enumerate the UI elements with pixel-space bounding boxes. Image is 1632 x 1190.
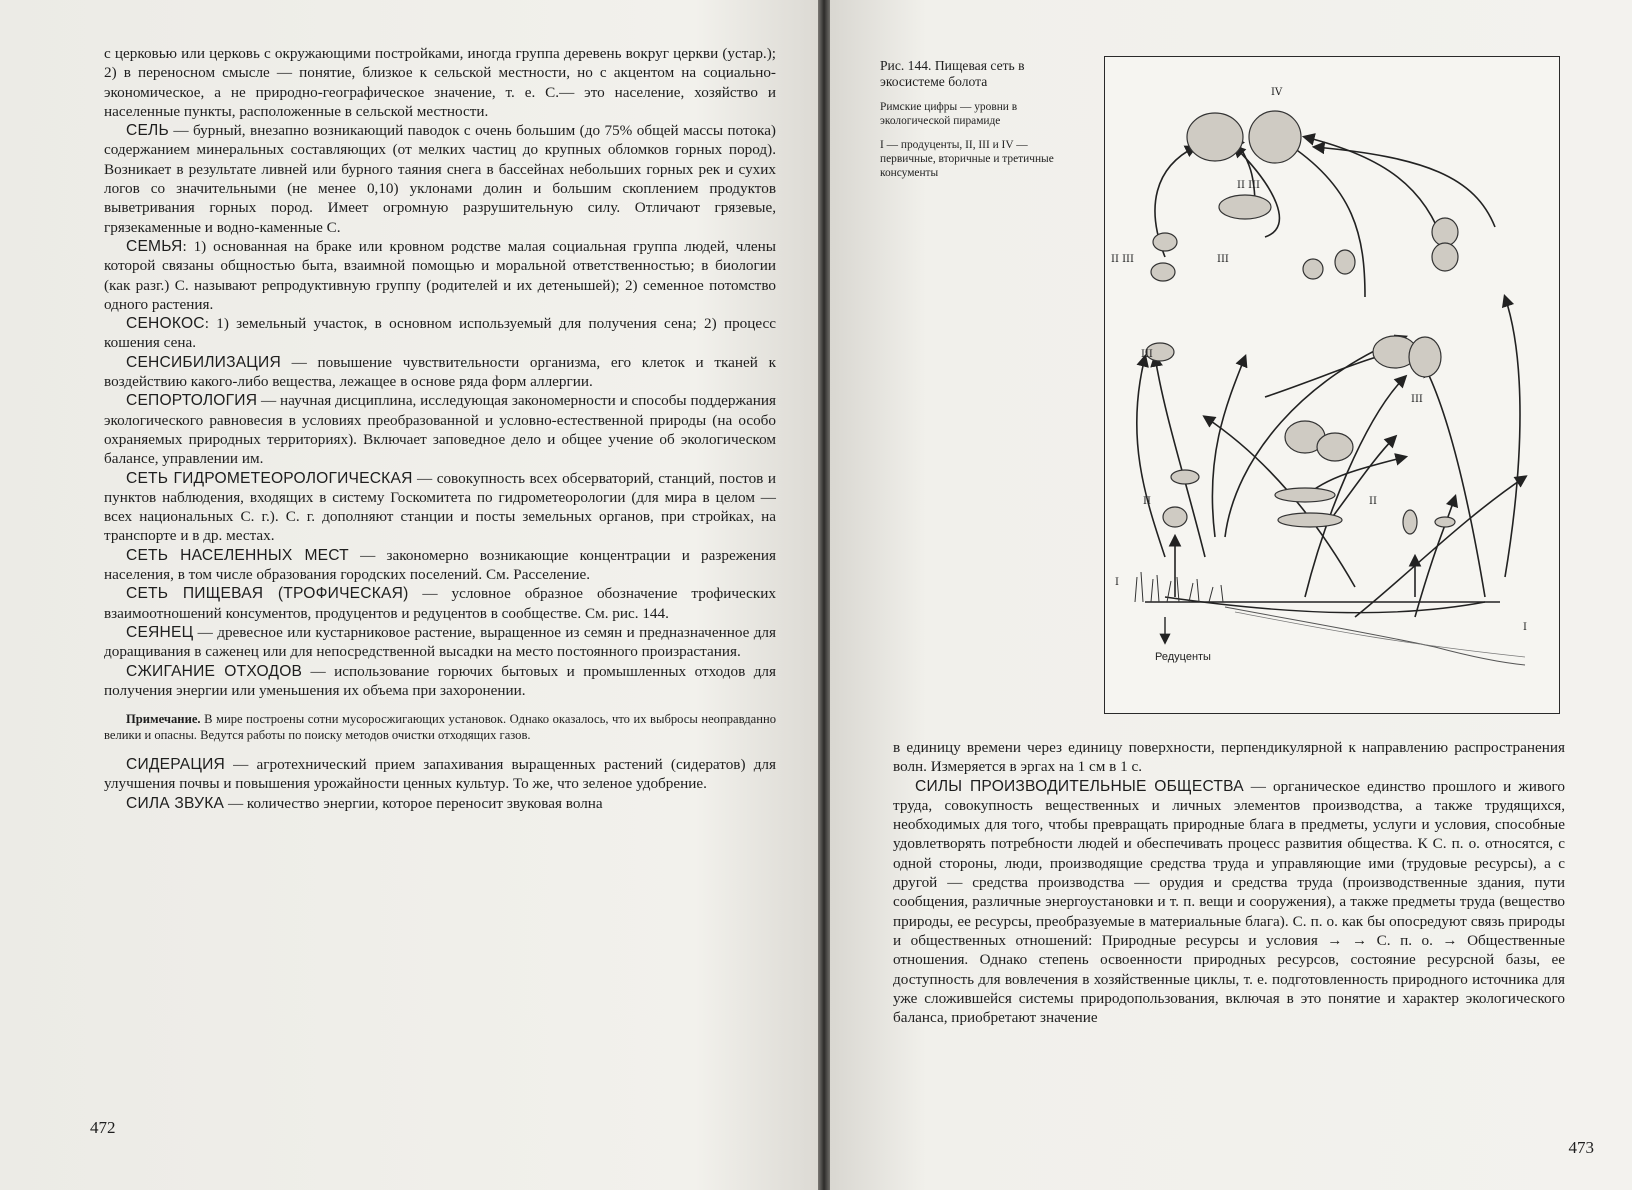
level-label: II [1369, 496, 1377, 507]
level-label: II III [1237, 180, 1260, 191]
level-label: III [1217, 254, 1229, 265]
entry-text: — повышение чувствительности организма, его клеток и тканей к воздействию какого-либо вещества, лежащее в основе ряда форм аллергии. [104, 353, 776, 391]
dictionary-entry [104, 755, 776, 794]
page-number: 472 [90, 1118, 116, 1137]
insect-icon [1171, 470, 1199, 484]
entry-text: — количество энергии, которое переносит звуковая волна [224, 794, 603, 812]
level-label: II [1143, 496, 1151, 507]
level-label: IV [1271, 87, 1283, 98]
level-label: III [1411, 394, 1423, 405]
paragraph-text: с церковью или церковь с окружающими постройками, иногда группа деревень вокруг церкви (устар.); 2) в переносном смысле — понятие, близкое к сельской местности, но с акцентом на социально-экономическое, а не природно-географическое значение, т. е. С.— это население, хозяйство и населенные пункты, расположенные в сельской местности. [104, 45, 776, 120]
dictionary-entry [104, 469, 776, 546]
note [104, 712, 776, 743]
left-text-column [104, 44, 776, 813]
entry-term: СЕМЬЯ [126, 237, 183, 255]
paragraph [104, 44, 776, 121]
entry-text: — закономерно возникающие концентрации и разрежения населения, в том числе образования городских поселений. См. Расселение. [104, 546, 776, 584]
larva-icon [1435, 517, 1455, 527]
dictionary-entry [104, 546, 776, 585]
paragraph [893, 738, 1565, 777]
food-web-arrows [1137, 137, 1525, 617]
food-web-figure [1104, 56, 1560, 714]
entry-text: — органическое единство прошлого и живого труда, совокупность вещественных и личных элементов производства, а также трудящихся, необходимых для того, чтобы превращать природные блага в предметы, услуги и условия, способные удовлетворять потребности людей и обеспечивать процесс развития общества. К С. п. о. относятся, с одной стороны, люди, производящие средства труда и управляющие ими (трудовые ресурсы), а с другой — средства производства — орудия и средства труда (производственные здания, пути сообщения, различные энергоустановки и т. п. вещи и сооружения), а также предметы труда (вещество природы, ее ресурсы, преобразуемые в материальные блага). С. п. о. как бы опосредуют связь природы и общественных отношений: Природные ресурсы и условия → → С. п. о. → Общественные отношения. Однако степень освоенности природных ресурсов, состояние ресурсной базы, ее доступность для вовлечения в хозяйственные циклы, т. е. подготовленность природного источника для уже сложившейся системы природопользования, включая в это понятие и характер экологического баланса, приобретают значение [893, 777, 1565, 1027]
entry-text: : 1) земельный участок, в основном используемый для получения сена; 2) процесс кошения сена. [104, 315, 776, 352]
paragraph-text: в единицу времени через единицу поверхности, перпендикулярной к направлению распространения волн. Измеряется в эргах на 1 см в 1 с. [893, 739, 1565, 776]
dictionary-entry [104, 662, 776, 701]
page-number: 473 [1568, 1138, 1594, 1157]
entry-term: СЕНОКОС [126, 315, 205, 333]
mouse-icon [1153, 233, 1177, 251]
entry-text: — условное образное обозначение трофических взаимоотношений консументов, продуцентов и редуцентов в сообществе. См. рис. 144. [104, 585, 776, 622]
duck-icon [1409, 337, 1441, 377]
dictionary-entry [104, 391, 776, 468]
entry-term: СЕНСИБИЛИЗАЦИЯ [126, 353, 281, 371]
owl-icon [1249, 111, 1301, 163]
caption-text: Римские цифры — уровни в экологической пирамиде [880, 101, 1018, 127]
dictionary-entry [104, 623, 776, 662]
bird-of-prey-icon [1187, 113, 1243, 161]
book-spine [818, 0, 830, 1190]
entry-text: — научная дисциплина, исследующая закономерности и способы поддержания экологического равновесия в условиях преобразованной и условно-естественной природы (на особо охраняемых природных территориях). Включает заповедное дело и общее учение об экологическом балансе, управлении им. [104, 392, 776, 468]
dictionary-entry [893, 777, 1565, 1028]
entry-text: — агротехнический прием запахивания выращенных растений (сидератов) для улучшения почвы и повышения урожайности ценных культур. То же, что зеленое удобрение. [104, 755, 776, 793]
small-bird-icon [1335, 250, 1355, 274]
snail-icon [1403, 510, 1417, 534]
level-label: I [1115, 577, 1119, 588]
caption-text: I — продуценты, II, III и IV — первичные, вторичные и третичные консументы [880, 139, 1054, 179]
dictionary-entry [104, 794, 776, 813]
entry-term: СЕТЬ ГИДРОМЕТЕОРОЛОГИЧЕСКАЯ [126, 469, 413, 487]
entry-term: СИДЕРАЦИЯ [126, 755, 225, 773]
heron-icon [1317, 433, 1353, 461]
entry-text: : 1) основанная на браке или кровном родстве малая социальная группа людей, члены которой связаны общностью быта, взаимной помощью и моральной ответственностью; в биологии (как разг.) С. называют репродуктивную группу (родителей и их детенышей); 2) семенное потомство одного растения. [104, 237, 776, 313]
caption-title: Рис. 144. Пищевая сеть в экосистеме болота [880, 58, 1025, 89]
entry-term: СИЛА ЗВУКА [126, 794, 225, 812]
right-text-column [893, 738, 1565, 1027]
heron-head-icon [1432, 243, 1458, 271]
entry-term: СЖИГАНИЕ ОТХОДОВ [126, 662, 303, 680]
level-label: II III [1111, 254, 1134, 265]
entry-term: СИЛЫ ПРОИЗВОДИТЕЛЬНЫЕ ОБЩЕСТВА [915, 777, 1244, 795]
entry-term: СЕЯНЕЦ [126, 623, 194, 641]
dictionary-entry [104, 121, 776, 237]
mouse-icon [1151, 263, 1175, 281]
entry-term: СЕТЬ ПИЩЕВАЯ (ТРОФИЧЕСКАЯ) [126, 585, 409, 603]
entry-term: СЕПОРТОЛОГИЯ [126, 392, 258, 410]
figure-caption [880, 58, 1080, 180]
small-bird-icon [1303, 259, 1323, 279]
entry-term: СЕТЬ НАСЕЛЕННЫХ МЕСТ [126, 546, 349, 564]
decomposers-label: Редуценты [1155, 651, 1211, 663]
snail-icon [1163, 507, 1187, 527]
rat-icon [1219, 195, 1271, 219]
entry-text: — совокупность всех обсерваторий, станций, постов и пунктов наблюдения, входящих в систему Госкомитета по гидрометеорологии (для мира в целом — всех национальных С. г.). С. г. дополняют станции и посты земельных органов, при стройках, на транспорте и в др. местах. [104, 469, 776, 545]
entry-term: СЕЛЬ [126, 122, 169, 140]
dictionary-entry [104, 584, 776, 623]
note-label: Примечание. [126, 712, 201, 727]
dictionary-entry [104, 237, 776, 314]
heron-head-icon [1432, 218, 1458, 246]
entry-text: — бурный, внезапно возникающий паводок с очень большим (до 75% общей массы потока) содержанием минеральных составляющих (от мелких частиц до крупных обломков горных пород). Возникает в результате ливней или бурного таяния снега в бассейнах небольших горных рек и сухих логов со значительными (не менее 0,10) уклонами долин и большим скоплением продуктов выветривания горных пород. Имеет огромную разрушительную силу. Отличают грязевые, грязекаменные и водно-каменные С. [104, 122, 776, 236]
dictionary-entry [104, 353, 776, 392]
level-label: III [1141, 349, 1153, 360]
fish-icon [1278, 513, 1342, 527]
note-text: В мире построены сотни мусоросжигающих установок. Однако оказалось, что их выбросы неоправданно велики и опасны. Ведутся работы по поиску методов очистки отходящих газов. [104, 712, 776, 742]
decomposer-arrows [1165, 597, 1485, 642]
entry-text: — древесное или кустарниковое растение, выращенное из семян и предназначенное для доращивания в саженец или для непосредственной высадки на место постоянного произрастания. [104, 623, 776, 661]
food-web-diagram [1105, 57, 1561, 715]
animal-drawings [1146, 111, 1458, 534]
level-label: I [1523, 622, 1527, 633]
dictionary-entry [104, 314, 776, 353]
plants-icon [1135, 572, 1223, 602]
fish-icon [1275, 488, 1335, 502]
entry-text: — использование горючих бытовых и промышленных отходов для получения энергии или уменьшения их объема при захоронении. [104, 662, 776, 699]
